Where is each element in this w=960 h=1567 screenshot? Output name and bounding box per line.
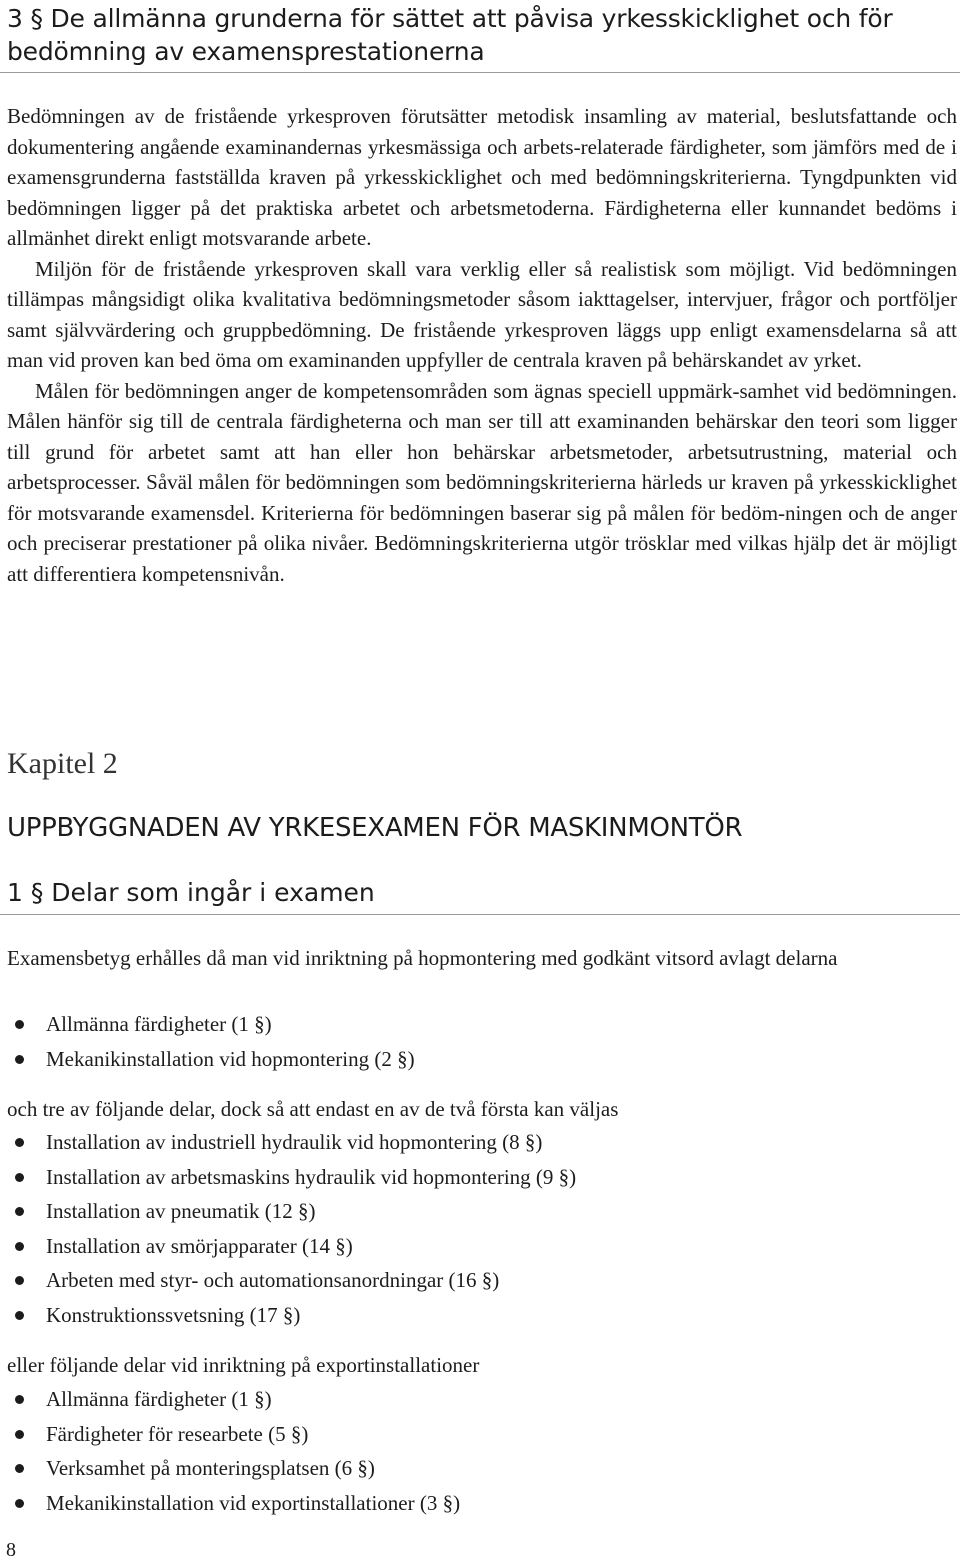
list-item [7, 1417, 952, 1452]
body-paragraph-1: Bedömningen av de fristående yrkesproven förutsätter metodisk insamling av material, beslutsfattande och dokumentering angående examinandernas yrkesmässiga och arbets-relaterade färdigheter, som jämförs med de i examensgrunderna fastställda kraven på yrkesskicklighet och med bedömningskriterierna. Tyngdpunkten vid bedömningen ligger på det praktiska arbetet och arbetsmetoderna. Färdigheterna eller kunnandet bedöms i allmänhet direkt enligt motsvarande arbete. [7, 104, 957, 250]
body-paragraph-2: Miljön för de fristående yrkesproven skall vara verklig eller så realistisk som möjligt. Vid bedömningen tillämpas mångsidigt olika kvalitativa bedömningsmetoder såsom iakttagelser, intervjuer, frågor och portföljer samt självvärdering och gruppbedömning. De fristående yrkesproven läggs upp enligt examensdelarna så att man vid proven kan bed öma om examinanden uppfyller de centrala kraven på behärskandet av yrket. [7, 256, 957, 372]
heading-divider [0, 72, 960, 73]
list-item-text: Installation av pneumatik (12 §) [46, 1199, 316, 1224]
list-item-text: Konstruktionssvetsning (17 §) [46, 1302, 301, 1327]
list-item-text: Arbeten med styr- och automationsanordningar (16 §) [46, 1268, 500, 1293]
body-paragraph-3: Målen för bedömningen anger de kompetensområden som ägnas speciell uppmärk-samhet vid bedömningen. Målen hänför sig till de centrala färdigheterna och man ser till att examinanden behärskar den teori som ligger till grund för arbetet samt att han eller hon behärskar arbetsmetoder, arbetsutrustning, material och arbetsprocesser. Såväl målen för bedömningen som bedömningskriterierna härleds ur kraven på yrkesskicklighet för motsvarande examensdel. Kriterierna för bedömningen baserar sig på målen för bedöm-ningen och de anger och preciserar prestationer på olika nivåer. Bedömningskriterierna utgör trösklar med vilkas hjälp det är möjligt att differentiera kompetensnivån. [7, 378, 957, 586]
list-item [7, 1382, 952, 1417]
list-item-text: Mekanikinstallation vid exportinstallationer (3 §) [46, 1490, 461, 1515]
choice-intro-sentence: och tre av följande delar, dock så att endast en av de två första kan väljas [7, 1097, 619, 1121]
section-3-heading: 3 § De allmänna grunderna för sättet att påvisa yrkesskicklighet och för bedömning av examensprestationerna [7, 4, 893, 66]
bullet-icon [15, 1395, 24, 1404]
chapter-label: Kapitel 2 [7, 747, 118, 780]
chapter-title: UPPBYGGNADEN AV YRKESEXAMEN FÖR MASKINMONTÖR [7, 813, 743, 843]
bullet-icon [15, 1207, 24, 1216]
list-item [7, 1160, 952, 1195]
page-number: 8 [6, 1539, 16, 1561]
list-item [7, 1042, 952, 1077]
section-1-divider [0, 914, 960, 915]
export-intro-text [7, 1350, 952, 1380]
bullet-icon [15, 1020, 24, 1029]
bullet-icon [15, 1173, 24, 1182]
list-item-text: Installation av smörjapparater (14 §) [46, 1233, 353, 1258]
list-item-text: Allmänna färdigheter (1 §) [46, 1012, 272, 1036]
bullet-icon [15, 1055, 24, 1064]
list-item-text: Installation av arbetsmaskins hydraulik vid hopmontering (9 §) [46, 1164, 577, 1189]
list-item [7, 1007, 952, 1042]
bullet-icon [15, 1311, 24, 1320]
bullet-icon [15, 1138, 24, 1147]
mandatory-parts-list [7, 1007, 952, 1076]
list-item [7, 1125, 952, 1160]
list-item-text: Mekanikinstallation vid hopmontering (2 §) [46, 1046, 415, 1071]
degree-intro-text [7, 943, 952, 973]
export-parts-list [7, 1382, 952, 1520]
optional-parts-list [7, 1125, 952, 1333]
list-item-text: Verksamhet på monteringsplatsen (6 §) [46, 1456, 375, 1481]
bullet-icon [15, 1276, 24, 1285]
list-item [7, 1194, 952, 1229]
degree-intro-sentence: Examensbetyg erhålles då man vid inriktning på hopmontering med godkänt vitsord avlagt delarna [7, 946, 838, 970]
bullet-icon [15, 1242, 24, 1251]
list-item [7, 1229, 952, 1264]
list-item [7, 1451, 952, 1486]
list-item [7, 1298, 952, 1333]
export-intro-sentence: eller följande delar vid inriktning på exportinstallationer [7, 1353, 480, 1377]
section-3-body [7, 101, 957, 589]
list-item-text: Färdigheter för researbete (5 §) [46, 1421, 309, 1446]
list-item [7, 1486, 952, 1521]
bullet-icon [15, 1430, 24, 1439]
list-item-text: Allmänna färdigheter (1 §) [46, 1387, 272, 1411]
list-item [7, 1263, 952, 1298]
section-1-heading: 1 § Delar som ingår i examen [7, 878, 375, 907]
bullet-icon [15, 1499, 24, 1508]
choice-intro-text [7, 1094, 952, 1124]
bullet-icon [15, 1464, 24, 1473]
list-item-text: Installation av industriell hydraulik vid hopmontering (8 §) [46, 1130, 543, 1154]
